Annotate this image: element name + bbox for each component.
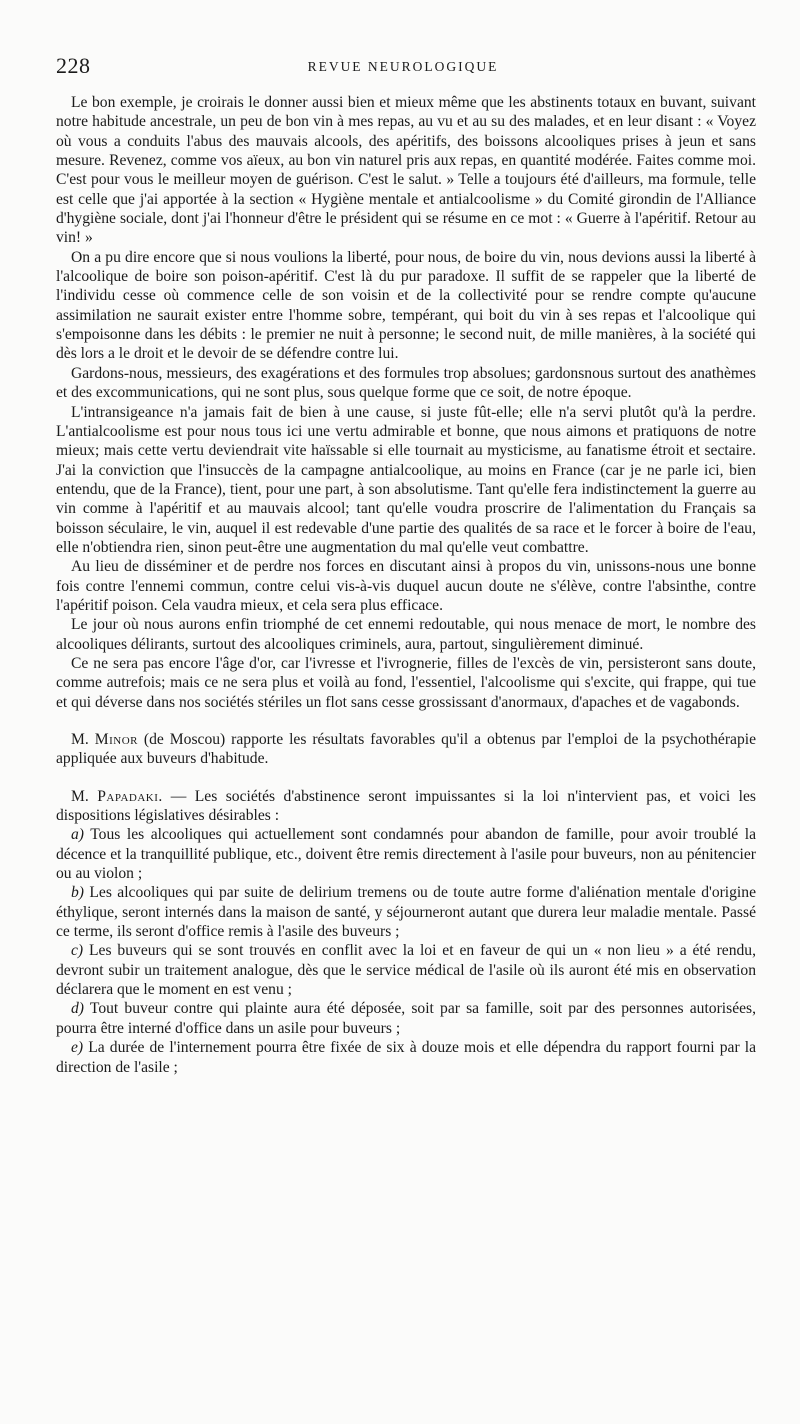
list-item xyxy=(56,1038,756,1077)
list-item xyxy=(56,825,756,883)
list-item-label: b) xyxy=(71,884,84,902)
list-item-text: La durée de l'internement pourra être fixée de six à douze mois et elle dépendra du rapport fourni par la direction de l'asile ; xyxy=(56,1039,756,1076)
list-item-label: d) xyxy=(71,1000,84,1018)
paragraph: Le bon exemple, je croirais le donner aussi bien et mieux même que les abstinents totaux en buvant, suivant notre habitude ancestrale, un peu de bon vin à mes repas, au vu et au su des malades, et en leur disant : « Voyez où vous a conduits l'abus des mauvais alcools, des apéritifs, des boissons alcooliques prises à jeun et sans mesure. Revenez, comme vos aïeux, au bon vin naturel pris aux repas, en quantité modérée. Faites comme moi. C'est pour vous le meilleur moyen de guérison. C'est le salut. » Telle a toujours été d'ailleurs, ma formule, telle est celle que j'ai apportée à la section « Hygiène mentale et antialcoolisme » du Comité girondin de l'Alliance d'hygiène sociale, dont j'ai l'honneur d'être le président qui se résume en ce mot : « Guerre à l'apéritif. Retour au vin! » xyxy=(56,94,756,247)
list-item-label: a) xyxy=(71,826,84,844)
list-item-text: Les buveurs qui se sont trouvés en conflit avec la loi et en faveur de qui un « non lieu » a été rendu, devront subir un traitement analogue, dès que le service médical de l'asile où ils auront été mis en observation déclarera que le moment en est venu ; xyxy=(56,942,756,999)
speaker-paragraph-papadaki xyxy=(56,787,756,826)
list-item-text: Tous les alcooliques qui actuellement sont condamnés pour abandon de famille, pour avoir troublé la décence et la tranquillité publique, etc., doivent être remis directement à l'asile pour buveurs, non au pénitencier ou au violon ; xyxy=(56,826,756,883)
list-item-text: Les alcooliques qui par suite de delirium tremens ou de toute autre forme d'aliénation mentale d'origine éthylique, seront internés dans la maison de santé, y séjourneront autant que durera leur maladie mentale. Passé ce terme, ils seront d'office remis à l'asile des buveurs ; xyxy=(56,884,756,941)
paragraph: Au lieu de disséminer et de perdre nos forces en discutant ainsi à propos du vin, unissons-nous une bonne fois contre l'ennemi commun, contre celui vis-à-vis duquel aucun doute ne s'élève, contre l'absinthe, contre l'apéritif poison. Cela vaudra mieux, et cela sera plus efficace. xyxy=(56,558,756,614)
list-item-text: Tout buveur contre qui plainte aura été déposée, soit par sa famille, soit par des personnes autorisées, pourra être interné d'office dans un asile pour buveurs ; xyxy=(56,1000,756,1037)
paragraph: Ce ne sera pas encore l'âge d'or, car l'ivresse et l'ivrognerie, filles de l'excès de vin, persisteront sans doute, comme autrefois; mais ce ne sera plus et voilà au fond, l'essentiel, l'alcoolisme qui s'excite, qui frappe, qui tue et qui déverse dans nos sociétés stériles un flot sans cesse grossissant d'anormaux, d'apaches et de vagabonds. xyxy=(56,654,756,711)
speaker-prefix: M. xyxy=(71,731,95,748)
speaker-paragraph-minor xyxy=(56,730,756,769)
list-item xyxy=(56,941,756,999)
paragraph: Gardons-nous, messieurs, des exagérations et des formules trop absolues; gardonsnous surtout des anathèmes et des excommunications, qui ne sont plus, sous quelque forme que ce soit, de notre époque. xyxy=(56,364,756,402)
speaker-name: Minor xyxy=(94,731,138,748)
speaker-name: Papadaki xyxy=(97,787,159,805)
running-head: REVUE NEUROLOGIQUE xyxy=(307,59,499,74)
page-number: 228 xyxy=(56,53,91,78)
speaker-text: (de Moscou) rapporte les résultats favorables qu'il a obtenus par l'emploi de la psychothérapie appliquée aux buveurs d'habitude. xyxy=(56,731,756,768)
paragraph: L'intransigeance n'a jamais fait de bien à une cause, si juste fût-elle; elle n'a servi plutôt qu'à la perdre. L'antialcoolisme est pour nous tous ici une vertu admirable et bonne, que nous aimons et pratiquons de notre mieux; mais cette vertu deviendrait vite haïssable si elle tournait au mysticisme, au fanatisme étroit et sectaire. J'ai la conviction que l'insuccès de la campagne antialcoolique, au moins en France (car je ne parle ici, bien entendu, que de la France), tient, pour une part, à son absolutisme. Tant qu'elle fera indistinctement la guerre au vin comme à l'apéritif et au mauvais alcool; tant qu'elle voudra proscrire de l'alimentation du Français sa boisson séculaire, le vin, auquel il est redevable d'une partie des qualités de sa race et le forcer à boire de l'eau, elle n'obtiendra rien, sinon peut-être une augmentation du mal qu'elle veut combattre. xyxy=(56,403,756,556)
paragraph: On a pu dire encore que si nous voulions la liberté, pour nous, de boire du vin, nous devions aussi la liberté à l'alcoolique de boire son poison-apéritif. C'est là du pur paradoxe. Il suffit de se rappeler que la liberté de l'individu cesse où commence celle de son voisin et de la collectivité pour se rendre compte qu'aucune assimilation ne saurait exister entre l'homme sobre, tempérant, qui boit du vin à ses repas et l'alcoolique qui s'empoisonne dans les débits : le premier ne nuit à personne; le second nuit, de mille manières, à la société qui dès lors a le droit et le devoir de se défendre contre lui. xyxy=(56,248,756,363)
paragraph: Le jour où nous aurons enfin triomphé de cet ennemi redoutable, qui nous menace de mort, le nombre des alcooliques délirants, surtout des alcooliques criminels, aura, partout, singulièrement diminué. xyxy=(56,616,756,653)
list-item-label: e) xyxy=(71,1039,84,1057)
list-item xyxy=(56,883,756,941)
list-item-label: c) xyxy=(71,942,84,960)
speaker-text: . — Les sociétés d'abstinence seront impuissantes si la loi n'intervient pas, et voici les dispositions législatives désirables : xyxy=(56,787,756,825)
page-header xyxy=(56,52,750,80)
list-item xyxy=(56,999,756,1038)
speaker-prefix: M. xyxy=(71,787,98,805)
article-body xyxy=(56,93,756,1077)
